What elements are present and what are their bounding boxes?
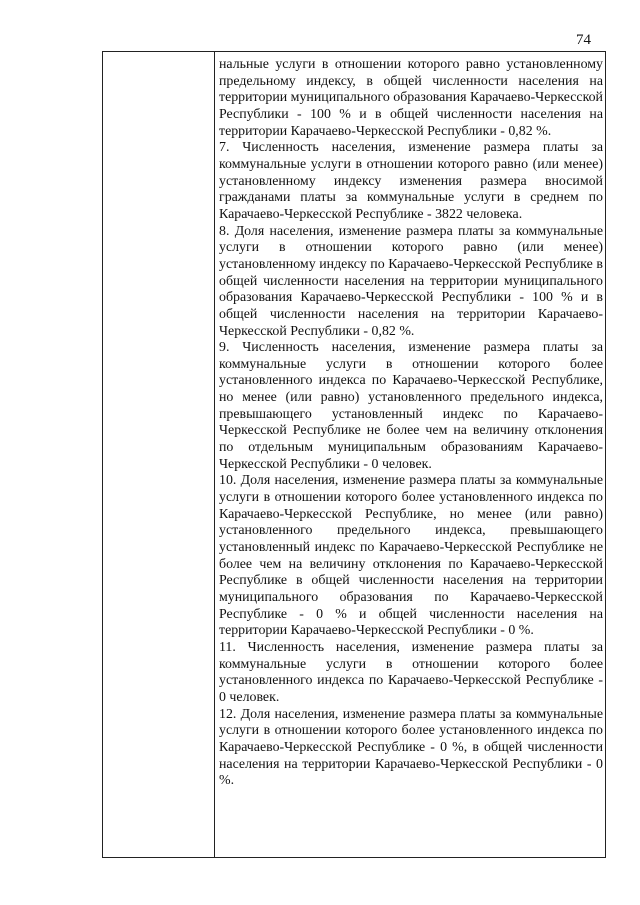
- paragraph-item-8: 8. Доля населения, изменение размера платы за коммунальные услуги в отношении которого равно (или менее) установленному индексу по Карачаево-Черкесской Республике в общей численности населения на территории муниципального образования Карачаево-Черкесской Республики - 100 % и в общей численности населения на территории Карачаево-Черкесской Республики - 0,82 %.: [219, 223, 603, 339]
- page-number: 74: [576, 32, 591, 48]
- document-table: [102, 51, 606, 858]
- paragraph-item-12: 12. Доля населения, изменение размера платы за коммунальные услуги в отношении которого более установленного индекса по Карачаево-Черкесской Республике - 0 %, в общей численности населения на территории Карачаево-Черкесской Республики - 0 %.: [219, 706, 603, 789]
- table-left-cell: [103, 52, 214, 857]
- paragraph-item-10: 10. Доля населения, изменение размера платы за коммунальные услуги в отношении которого более установленного индекса по Карачаево-Черкесской Республике, но менее (или равно) установленного предельного индекса, превышающего установленный индекс по Карачаево-Черкесской Республике не более чем на величину отклонения по Карачаево-Черкесской Республике в общей численности населения на территории муниципального образования по Карачаево-Черкесской Республике - 0 % и общей численности населения на территории Карачаево-Черкесской Республики - 0 %.: [219, 473, 603, 639]
- paragraph-item-7: 7. Численность населения, изменение размера платы за коммунальные услуги в отношении которого равно (или менее) установленному индексу изменения размера вносимой гражданами платы за коммунальные услуги в среднем по Карачаево-Черкесской Республике - 3822 человека.: [219, 140, 603, 222]
- paragraph-item-9: 9. Численность населения, изменение размера платы за коммунальные услуги в отношении которого более установленного индекса по Карачаево-Черкесской Республике, но менее (или равно) установленного предельного индекса, превышающего установленный индекс по Карачаево-Черкесской Республике не более чем на величину отклонения по отдельным муниципальным образованиям Карачаево-Черкесской Республики - 0 человек.: [219, 340, 603, 472]
- paragraph-item-11: 11. Численность населения, изменение размера платы за коммунальные услуги в отношении которого более установленного индекса по Карачаево-Черкесской Республике - 0 человек.: [219, 639, 603, 705]
- table-column-divider: [214, 52, 215, 857]
- table-right-cell: [219, 57, 603, 790]
- paragraph-continuation: нальные услуги в отношении которого равно установленному предельному индексу, в общей численности населения на территории муниципального образования Карачаево-Черкесской Республики - 100 % и в общей численности населения на территории Карачаево-Черкесской Республики - 0,82 %.: [219, 57, 603, 139]
